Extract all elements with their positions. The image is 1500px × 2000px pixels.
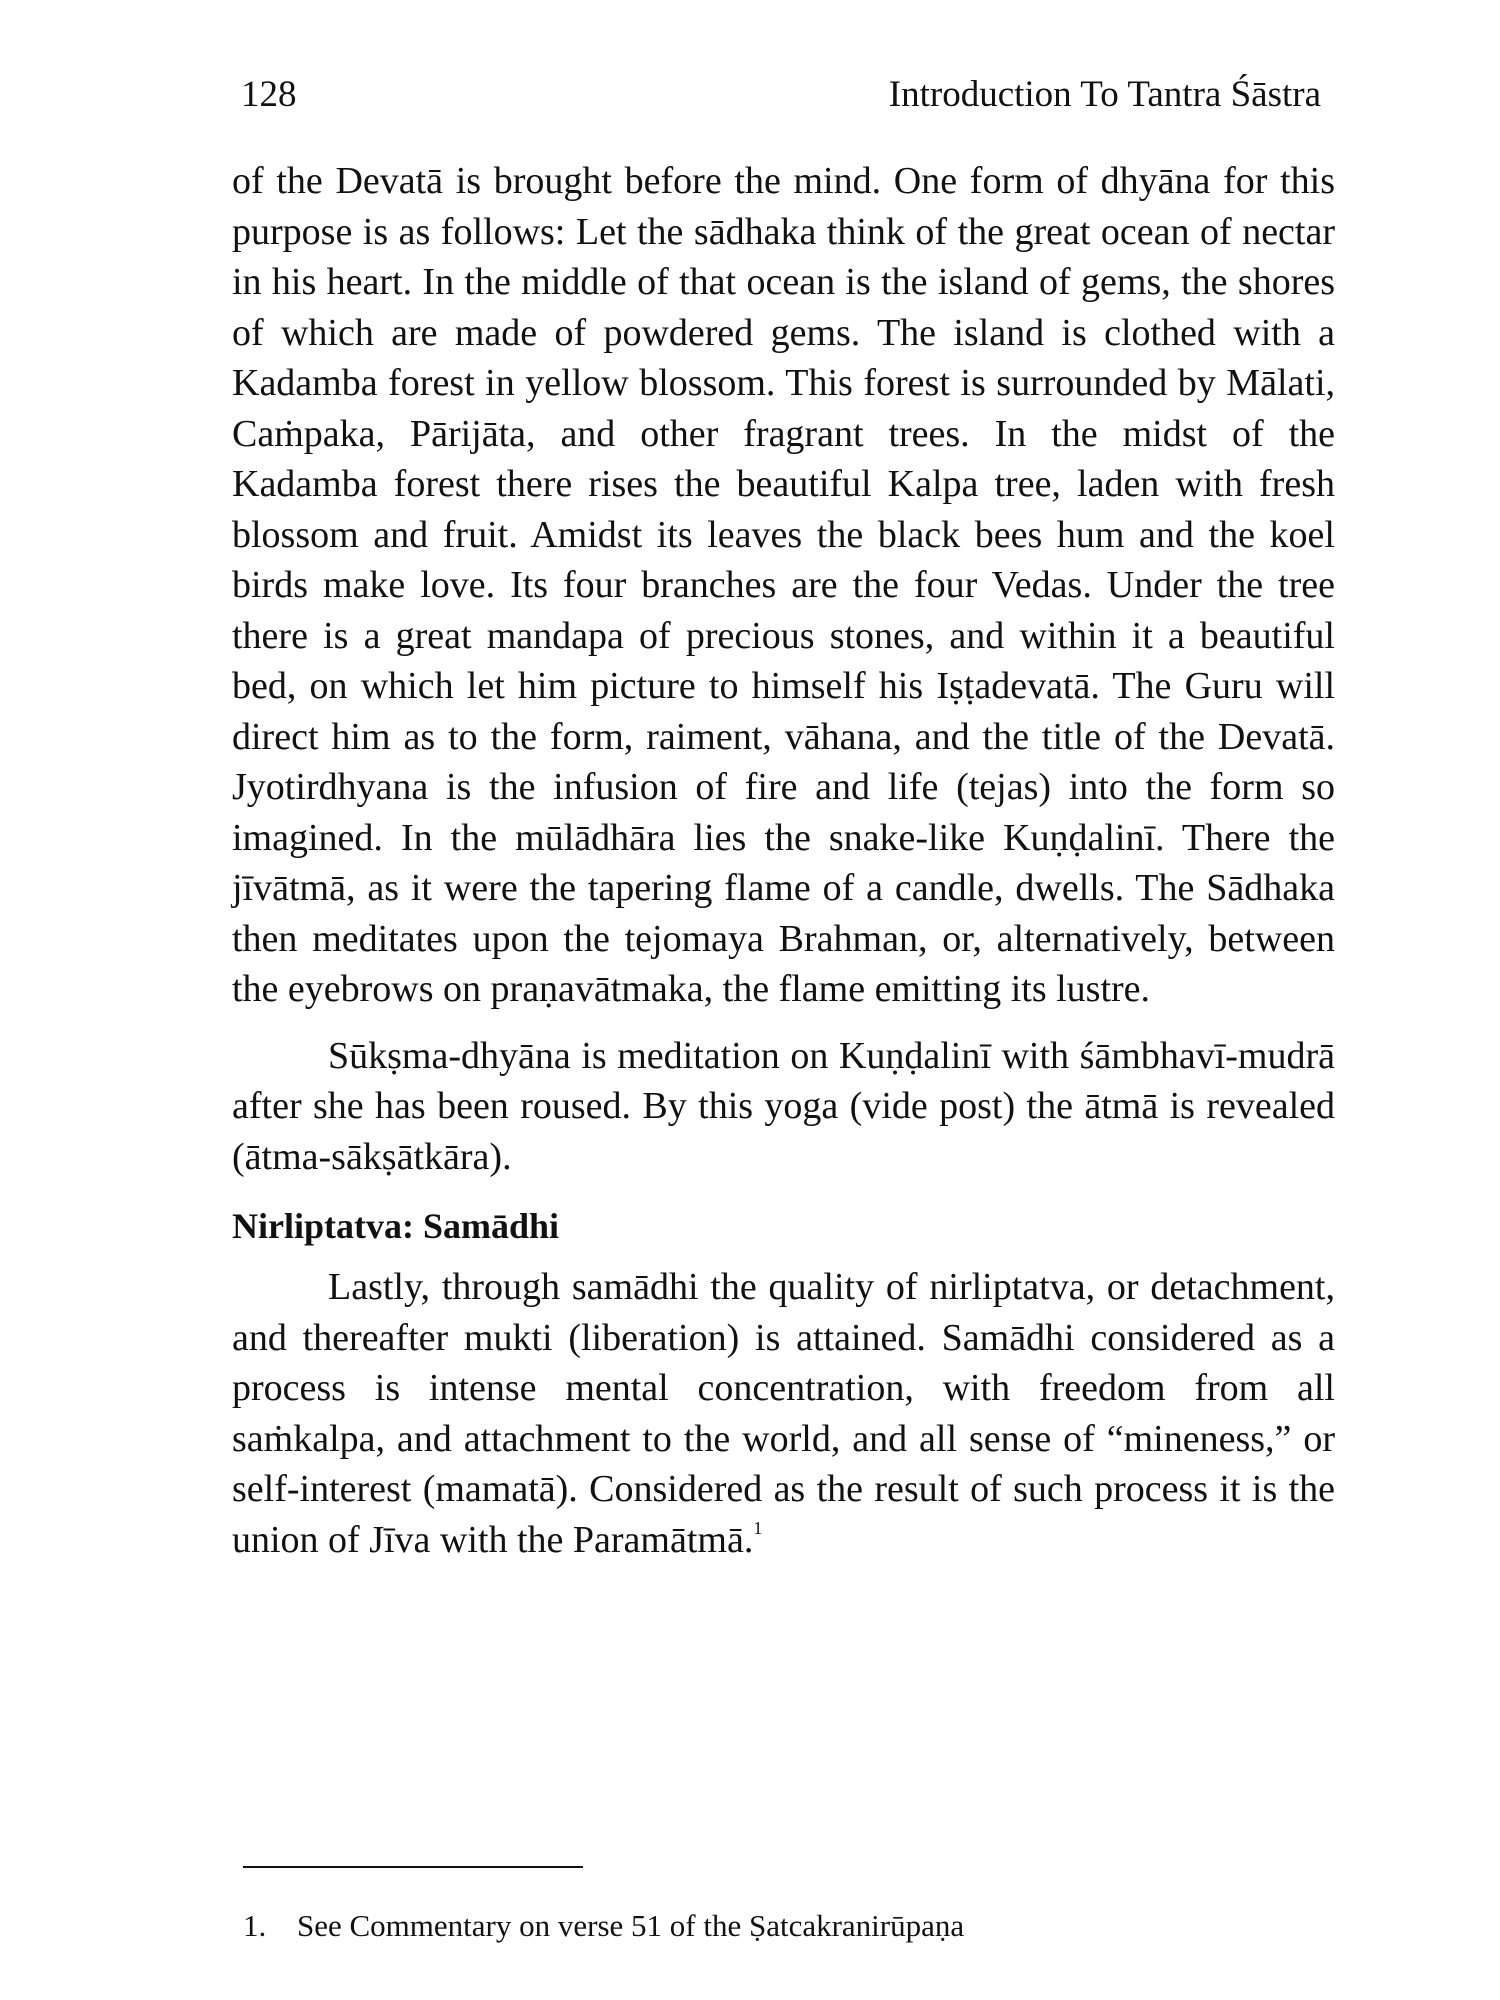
paragraph-dhyana-continued: of the Devatā is brought before the mind. One form of dhyāna for this purpose is as follows: Let the sādhaka think of the great ocean of nectar in his heart. In the middle of that ocean is the island of gems, the shores of which are made of powdered gems. The island is clothed with a Kadamba forest in yellow blossom. This forest is surrounded by Mālati, Caṁpaka, Pārijāta, and other fragrant trees. In the midst of the Kadamba forest there rises the beautiful Kalpa tree, laden with fresh blossom and fruit. Amidst its leaves the black bees hum and the koel birds make love. Its four branches are the four Vedas. Under the tree there is a great mandapa of precious stones, and within it a beautiful bed, on which let him picture to himself his Iṣṭadevatā. The Guru will direct him as to the form, raiment, vāhana, and the title of the Devatā. Jyotirdhyana is the infusion of fire and life (tejas) into the form so imagined. In the mūlādhāra lies the snake-like Kuṇḍalinī. There the jīvātmā, as it were the tapering flame of a candle, dwells. The Sādhaka then meditates upon the tejomaya Brahman, or, alternatively, between the eyebrows on praṇavātmaka, the flame emitting its lustre. [232, 160, 1335, 1010]
body-text [232, 156, 1335, 1565]
footnote-divider [243, 1866, 583, 1868]
running-title: Introduction To Tantra Śāstra [888, 74, 1321, 115]
footnote-text: See Commentary on verse 51 of the Ṣatcakranirūpaṇa [297, 1908, 965, 1943]
paragraph-samadhi [232, 1262, 1335, 1565]
section-heading: Nirliptatva: Samādhi [232, 1206, 560, 1246]
footnote [243, 1906, 1243, 1946]
footnote-reference: 1 [753, 1517, 763, 1538]
page-header [241, 70, 1321, 120]
footnote-number: 1. [243, 1908, 267, 1943]
paragraph-samadhi-text: Lastly, through samādhi the quality of nirliptatva, or detachment, and thereafter mukti (liberation) is attained. Samādhi considered as a process is intense mental concentration, with freedom from all saṁkalpa, and attachment to the world, and all sense of “mineness,” or self-interest (mamatā). Considered as the result of such process it is the union of Jīva with the Paramātmā. [232, 1266, 1335, 1561]
page-number: 128 [241, 74, 297, 115]
paragraph-suksma-dhyana: Sūkṣma-dhyāna is meditation on Kuṇḍalinī with śāmbhavī-mudrā after she has been roused. By this yoga (vide post) the ātmā is revealed (ātma-sākṣātkāra). [232, 1034, 1335, 1178]
